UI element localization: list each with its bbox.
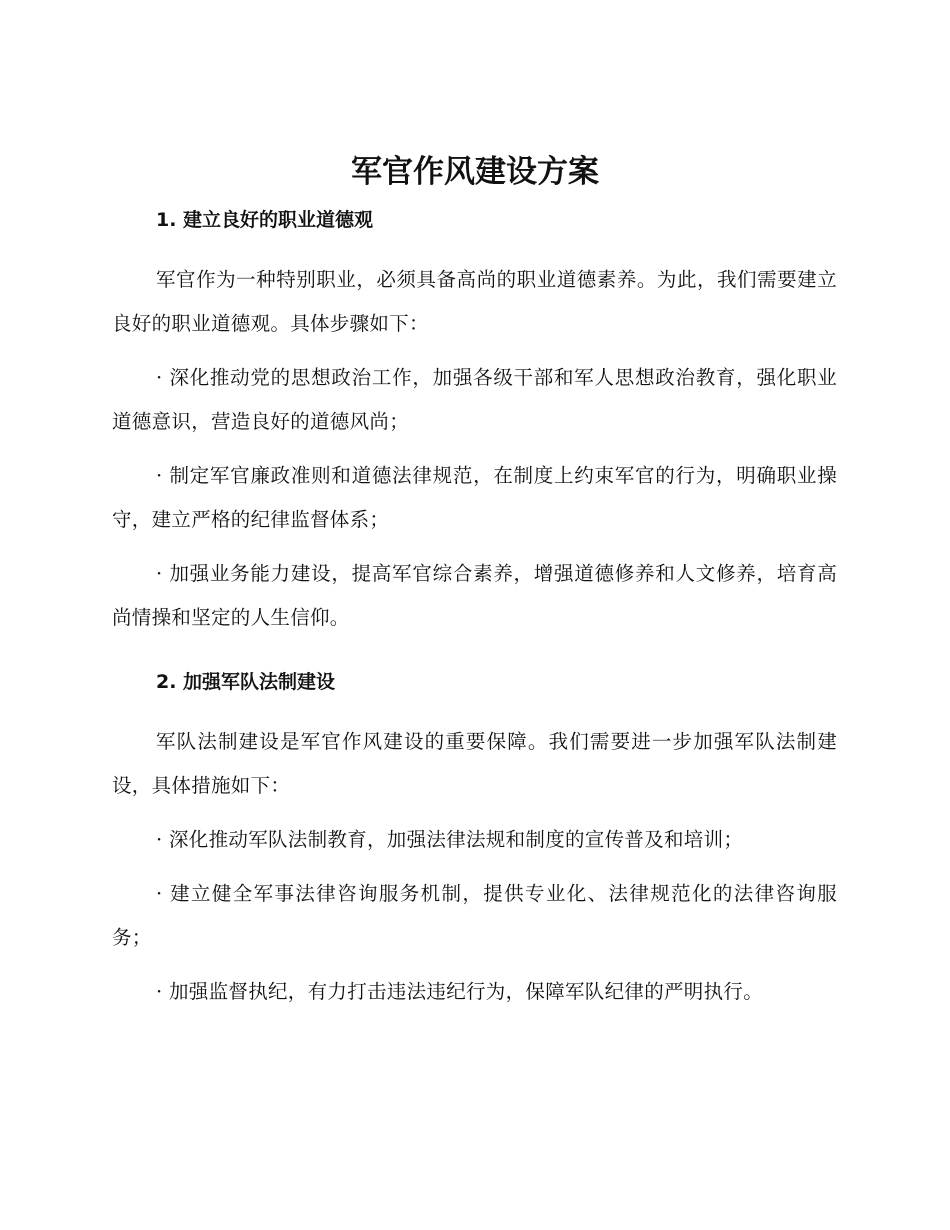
bullet-paragraph: · 加强监督执纪，有力打击违法违纪行为，保障军队纪律的严明执行。 <box>156 980 763 1003</box>
paragraph: 军队法制建设是军官作风建设的重要保障。我们需要进一步加强军队法制建设，具体措施如下： <box>112 730 837 797</box>
section-heading: 2. 加强军队法制建设 <box>156 671 336 693</box>
section-1 <box>112 204 837 640</box>
bullet-paragraph: · 加强业务能力建设，提高军官综合素养，增强道德修养和人文修养，培育高尚情操和坚定的人生信仰。 <box>112 562 837 629</box>
section-2 <box>112 666 837 1014</box>
document-title: 军官作风建设方案 <box>351 154 599 190</box>
section-heading: 1. 建立良好的职业道德观 <box>156 209 374 231</box>
bullet-paragraph: · 深化推动军队法制教育，加强法律法规和制度的宣传普及和培训； <box>156 828 744 851</box>
bullet-paragraph: · 制定军官廉政准则和道德法律规范，在制度上约束军官的行为，明确职业操守，建立严格的纪律监督体系； <box>112 464 837 531</box>
document-body <box>112 204 837 1024</box>
bullet-paragraph: · 建立健全军事法律咨询服务机制，提供专业化、法律规范化的法律咨询服务； <box>112 882 837 949</box>
paragraph: 军官作为一种特别职业，必须具备高尚的职业道德素养。为此，我们需要建立良好的职业道德观。具体步骤如下： <box>112 268 837 335</box>
bullet-paragraph: · 深化推动党的思想政治工作，加强各级干部和军人思想政治教育，强化职业道德意识，营造良好的道德风尚； <box>112 366 837 433</box>
